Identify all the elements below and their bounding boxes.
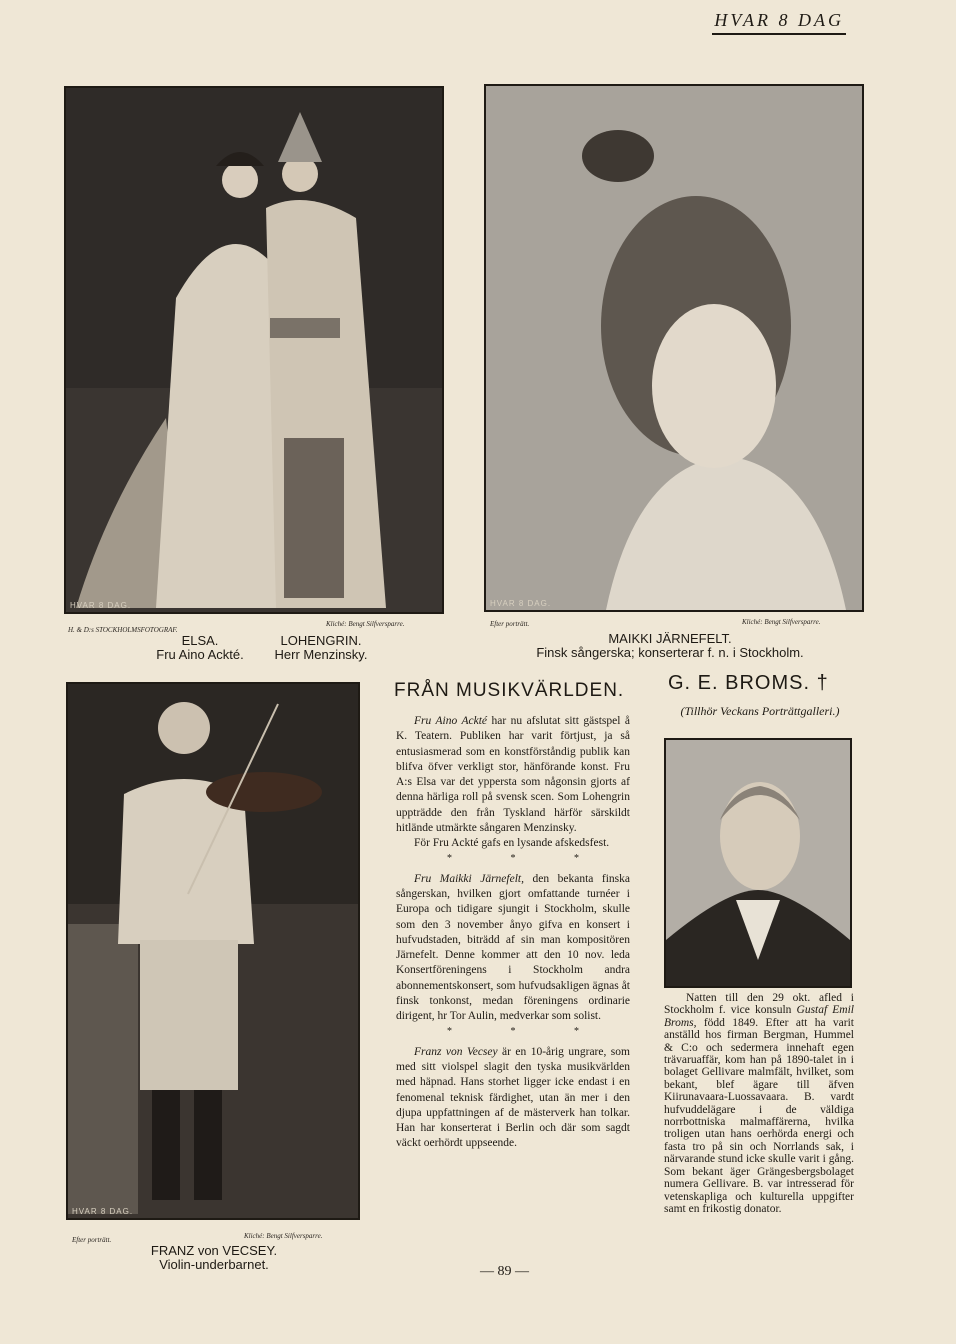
article-text: den bekanta finska sångerskan, hvilken gjort omfattande turnéer i Europa och tidigare sjungit i Stockholm, skulle som den 3 november ånyo gifva en konsert i hufvudstaden, biträdd af sin man kompositören Järnefelt. Denne kommer att den 10 nov. leda Konsertföreningens i Stockholm andra abonnementskonsert, som hufvudsakligen ägnas åt finsk tonkonst, medan föreningens ordinarie dirigent, hr Tor Aulin, medverkar som solist. <box>396 872 630 1023</box>
article-paragraph: För Fru Ackté gafs en lysande afskedsfest. <box>414 837 610 850</box>
photo-credit-left: Efter porträtt. <box>72 1236 112 1244</box>
caption-lohengrin <box>268 634 374 662</box>
separator-stars: * * * <box>447 1025 607 1037</box>
caption-title: MAIKKI JÄRNEFELT. <box>608 631 732 646</box>
caption-franz <box>126 1244 302 1272</box>
article-name: Franz von Vecsey <box>414 1045 498 1058</box>
caption-elsa <box>140 634 260 662</box>
caption-subtitle: Violin-underbarnet. <box>159 1257 269 1272</box>
article-text: är en 10-årig ungrare, som med sitt violspel slagit den tyska musikvärlden med häpnad. Hans storhet ligger icke endast i en fenomenal teknisk färdighet, utan än mer i den djupa uppfattningen af de mästerverk han tolkar. Han har konserterat i Berlin och där som sagdt väckt oerhördt uppseende. <box>396 1045 630 1150</box>
obituary-paragraph <box>664 992 854 1215</box>
caption-maikki <box>500 632 840 660</box>
obituary-name: Gustaf Emil Broms, <box>664 1004 855 1029</box>
photo-franz-von-vecsey <box>66 682 360 1220</box>
caption-title: ELSA. <box>181 633 219 648</box>
caption-subtitle: Herr Menzinsky. <box>274 647 368 662</box>
obituary-text: Natten till den 29 okt. afled i Stockholm f. vice konsuln <box>664 992 854 1017</box>
franz-portrait-illustration <box>68 684 358 1218</box>
photo-credit-right: Kliché: Bengt Silfversparre. <box>244 1232 323 1240</box>
photo-broms <box>664 738 852 988</box>
article-name: Fru Maikki Järnefelt, <box>414 872 524 885</box>
photo-credit-right: Kliché: Bengt Silfversparre. <box>742 618 821 626</box>
page-number: — 89 — <box>480 1264 529 1279</box>
photo-watermark: HVAR 8 DAG. <box>72 1207 134 1216</box>
broms-portrait-illustration <box>666 740 850 986</box>
caption-title: FRANZ von VECSEY. <box>150 1243 278 1258</box>
article-paragraph <box>396 872 630 1025</box>
obituary-body <box>664 992 854 1215</box>
photo-credit-right: Kliché: Bengt Silfversparre. <box>326 620 405 628</box>
obituary-text: född 1849. Efter att ha varit anställd hos firman Bergman, Hummel & C:o och sedermera innehaft egen trävaruaffär, kom han på 1890-talet in i bolaget Gellivare malmfält, hvilket, som bekant, blef ägare till äfven Kiirunavaara-Luossavaara. B. vardt hufvuddelägare i de väldiga norrbottniska malmaffärerna, hvilka troligen utan hans oerhörda energi och fasta tro på sin och Norrlands sak, i närvarande stund icke skulle varit i gång. Som bekant äger Grängesbergsbolaget numera Gellivare. B. var intresserad för vetenskapliga och kulturella uppgifter samt en frikostig donator. <box>664 1016 854 1215</box>
article-text: har nu afslutat sitt gästspel å K. Teatern. Publiken har varit förtjust, ja så entusiasmerad som en konstförståndig publik kan blifva öfver verkligt stor, hänförande konst. Fru A:s Elsa var det yppersta som någonsin gjorts af denna härliga roll på svensk scen. Som Lohengrin uppträdde den från Tyskland härför särskildt hitlände utmärkte sångaren Menzinsky. <box>396 715 631 835</box>
photo-elsa-lohengrin <box>64 86 444 614</box>
article-paragraph <box>396 1045 630 1152</box>
maikki-portrait-illustration <box>486 86 862 610</box>
photo-watermark: HVAR 8 DAG. <box>490 599 552 608</box>
article-paragraph <box>396 714 630 836</box>
separator-stars: * * * <box>447 852 607 864</box>
photo-credit-left: H. & D:s STOCKHOLMSFOTOGRAF. <box>68 626 178 634</box>
article-name: Fru Aino Ackté <box>414 715 488 727</box>
photo-credit-left: Efter porträtt. <box>490 620 530 628</box>
obituary-subheading: (Tillhör Veckans Porträttgalleri.) <box>680 704 840 718</box>
photo-maikki-jarnefelt <box>484 84 864 612</box>
obituary-heading: G. E. BROMS. † <box>668 672 829 694</box>
caption-title: LOHENGRIN. <box>280 633 362 648</box>
caption-subtitle: Fru Aino Ackté. <box>156 647 244 662</box>
elsa-lohengrin-illustration <box>66 88 442 612</box>
photo-watermark: HVAR 8 DAG. <box>70 601 132 610</box>
article-heading: FRÅN MUSIKVÄRLDEN. <box>394 680 625 701</box>
caption-subtitle: Finsk sångerska; konserterar f. n. i Stockholm. <box>536 645 804 660</box>
article-body <box>396 714 630 1152</box>
masthead: HVAR 8 DAG <box>712 10 846 35</box>
